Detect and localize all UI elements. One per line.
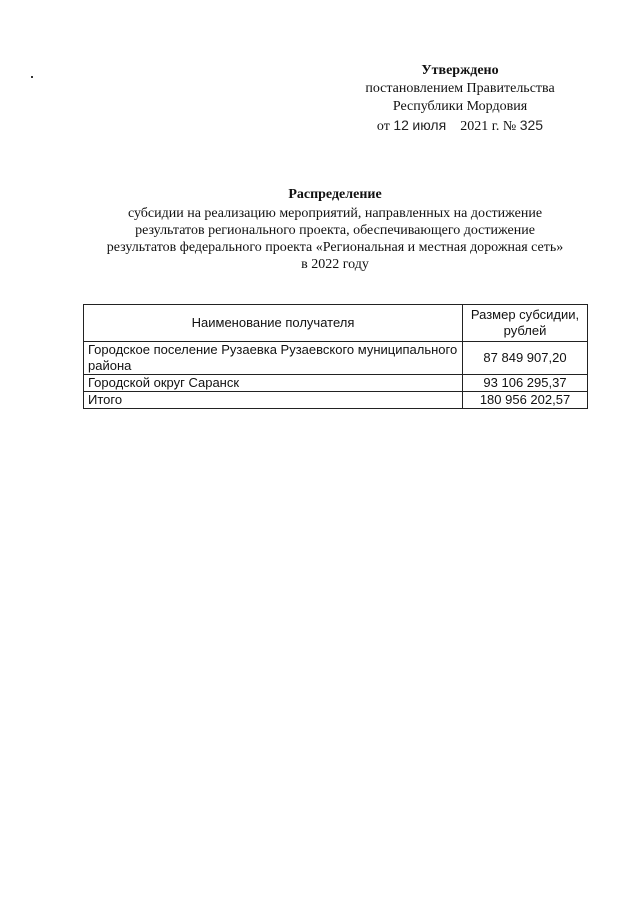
document-title-block <box>60 186 610 273</box>
approval-line-2: Республики Мордовия <box>392 99 528 114</box>
document-title: Распределение <box>288 187 382 202</box>
title-line-2: результатов регионального проекта, обеспечивающего достижение <box>135 223 535 238</box>
total-label-cell: Итого <box>84 392 463 409</box>
amount-cell: 87 849 907,20 <box>463 342 588 375</box>
approval-heading: Утверждено <box>421 63 499 78</box>
amount-cell: 93 106 295,37 <box>463 375 588 392</box>
date-year: 2021 г. <box>460 119 500 134</box>
number-sign: № <box>502 119 517 134</box>
subsidy-table <box>83 304 588 409</box>
approval-date-line <box>330 116 590 136</box>
table-total-row <box>84 392 588 409</box>
date-prefix: от <box>376 119 390 134</box>
recipient-cell: Городское поселение Рузаевка Рузаевского муниципального района <box>84 342 463 375</box>
header-amount: Размер субсидии, рублей <box>463 305 588 342</box>
approval-line-1: постановлением Правительства <box>365 81 555 96</box>
table-row <box>84 342 588 375</box>
date-day: 12 <box>393 117 409 133</box>
decree-number: 325 <box>519 117 544 133</box>
scan-speck <box>31 76 33 78</box>
title-line-3: результатов федерального проекта «Региональная и местная дорожная сеть» <box>106 240 564 255</box>
approval-block <box>330 62 590 136</box>
header-recipient: Наименование получателя <box>84 305 463 342</box>
recipient-cell: Городской округ Саранск <box>84 375 463 392</box>
total-amount-cell: 180 956 202,57 <box>463 392 588 409</box>
title-line-4: в 2022 году <box>301 257 369 272</box>
title-line-1: субсидии на реализацию мероприятий, направленных на достижение <box>127 206 543 221</box>
date-month: июля <box>412 117 447 133</box>
table-header-row <box>84 305 588 342</box>
table-row <box>84 375 588 392</box>
